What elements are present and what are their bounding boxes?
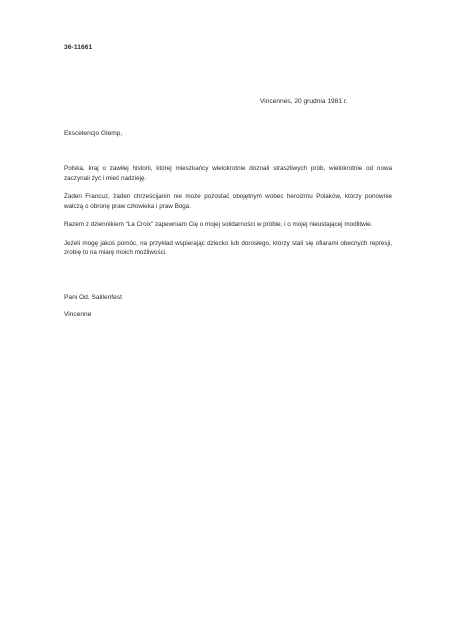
paragraph-3: Razem z dziennikiem “La Croix” zapewniam Cię o mojej solidarności w próbie, i o mojej nieustającej modlitwie. xyxy=(64,221,373,228)
signature-name: Pani Od. Saillenfest xyxy=(64,294,122,301)
paragraph-2: Żaden Francuz, żaden chrześcijanin nie może pozostać obojętnym wobec heroizmu Polaków, którzy ponownie walczą o obronę praw człowieka i praw Boga. xyxy=(64,193,392,210)
letter-body xyxy=(64,164,392,267)
paragraph-4: Jeżeli mogę jakoś pomóc, na przykład wspierając dziecko lub dorosłego, którzy stali się ofiarami obecnych represji, zrobię to na miarę moich możliwości. xyxy=(64,239,392,256)
paragraph-1: Polska, kraj o zawiłej historii, której mieszkańcy wielokrotnie doznali straszliwych prób, wielokrotnie od nowa zaczynali żyć i mieć nadzieję. xyxy=(64,165,392,182)
salutation: Ekscelencjo Glemp, xyxy=(64,130,123,137)
date-line: Vincennes, 20 grudnia 1981 r. xyxy=(260,98,348,105)
document-reference-number: 36-11661 xyxy=(64,44,93,51)
signature-city: Vincenne xyxy=(64,311,92,318)
